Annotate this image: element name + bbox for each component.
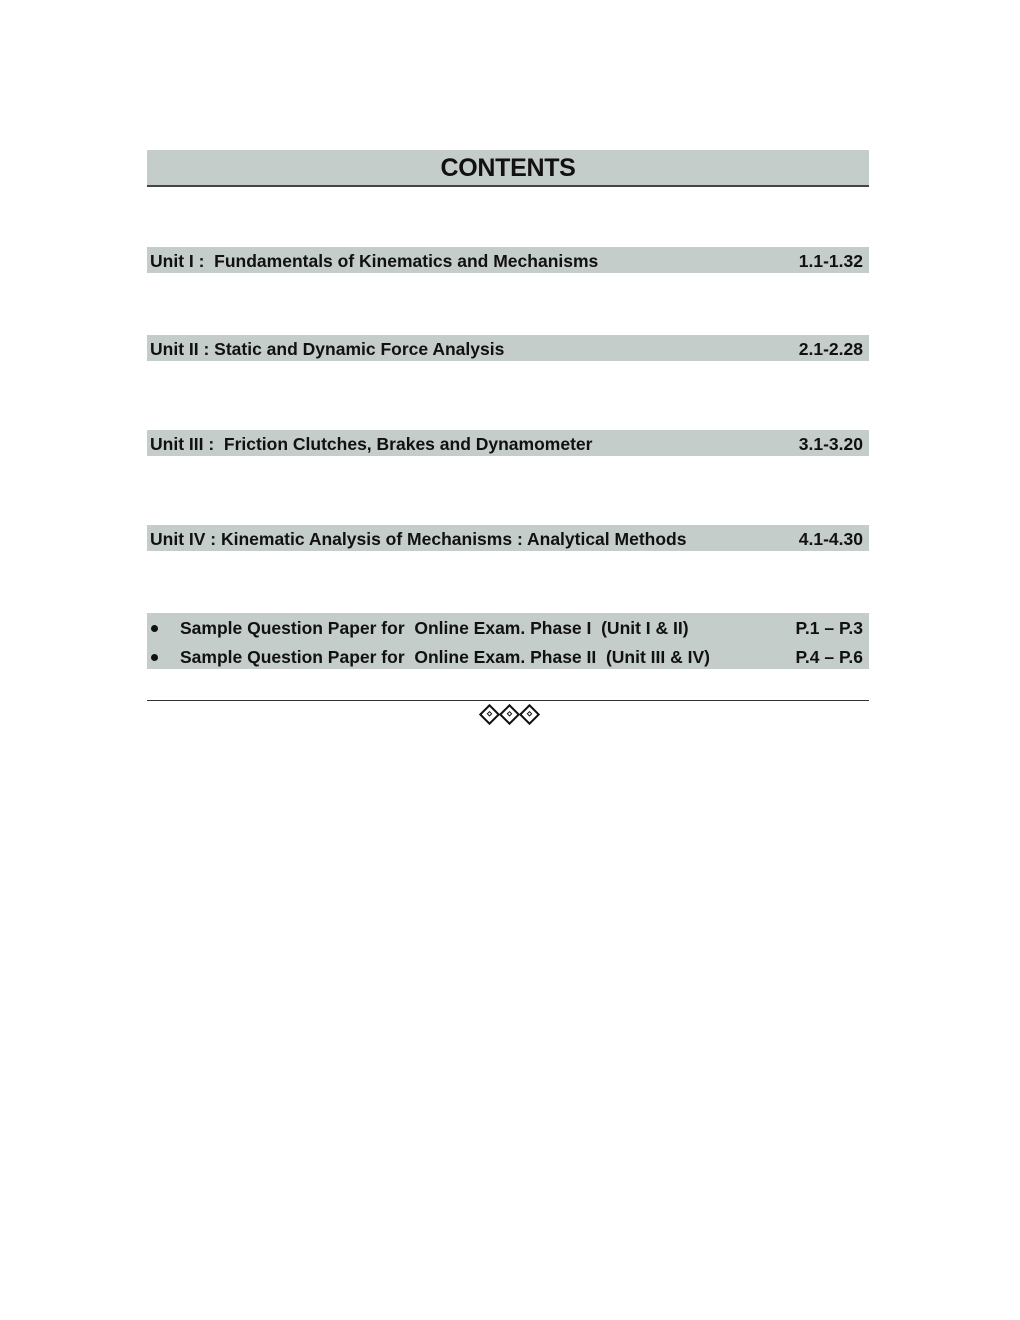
page-title: CONTENTS (440, 154, 576, 182)
toc-entry-label: Sample Question Paper for Online Exam. Phase I (Unit I & II) (180, 618, 689, 638)
toc-entry-label: Sample Question Paper for Online Exam. Phase II (Unit III & IV) (180, 647, 710, 667)
bullet-icon (151, 654, 158, 661)
toc-entry-label: Unit II : Static and Dynamic Force Analysis (150, 339, 505, 359)
sample-papers-block (147, 613, 869, 669)
toc-entry-pages: 1.1-1.32 (798, 251, 863, 271)
diamond-icon (518, 704, 539, 725)
toc-entry-unit-3[interactable] (147, 430, 869, 456)
toc-entry-sample-1[interactable] (147, 614, 869, 642)
toc-entry-pages: P.4 – P.6 (795, 647, 863, 667)
contents-heading-bar (147, 150, 869, 187)
toc-entry-label: Unit I : Fundamentals of Kinematics and Mechanisms (150, 251, 599, 271)
toc-entry-unit-1[interactable] (147, 247, 869, 273)
toc-entry-unit-2[interactable] (147, 335, 869, 361)
toc-entry-unit-4[interactable] (147, 525, 869, 551)
diamond-ornament (474, 705, 544, 723)
toc-entry-pages: 4.1-4.30 (798, 529, 863, 549)
toc-entry-sample-2[interactable] (147, 643, 869, 671)
toc-entry-pages: 3.1-3.20 (798, 434, 863, 454)
toc-entry-label: Unit IV : Kinematic Analysis of Mechanisms : Analytical Methods (150, 529, 687, 549)
divider (147, 700, 869, 701)
toc-entry-label: Unit III : Friction Clutches, Brakes and Dynamometer (150, 434, 593, 454)
toc-entry-pages: P.1 – P.3 (795, 618, 863, 638)
toc-entry-pages: 2.1-2.28 (798, 339, 863, 359)
diamond-icon (498, 704, 519, 725)
diamond-icon (478, 704, 499, 725)
bullet-icon (151, 625, 158, 632)
